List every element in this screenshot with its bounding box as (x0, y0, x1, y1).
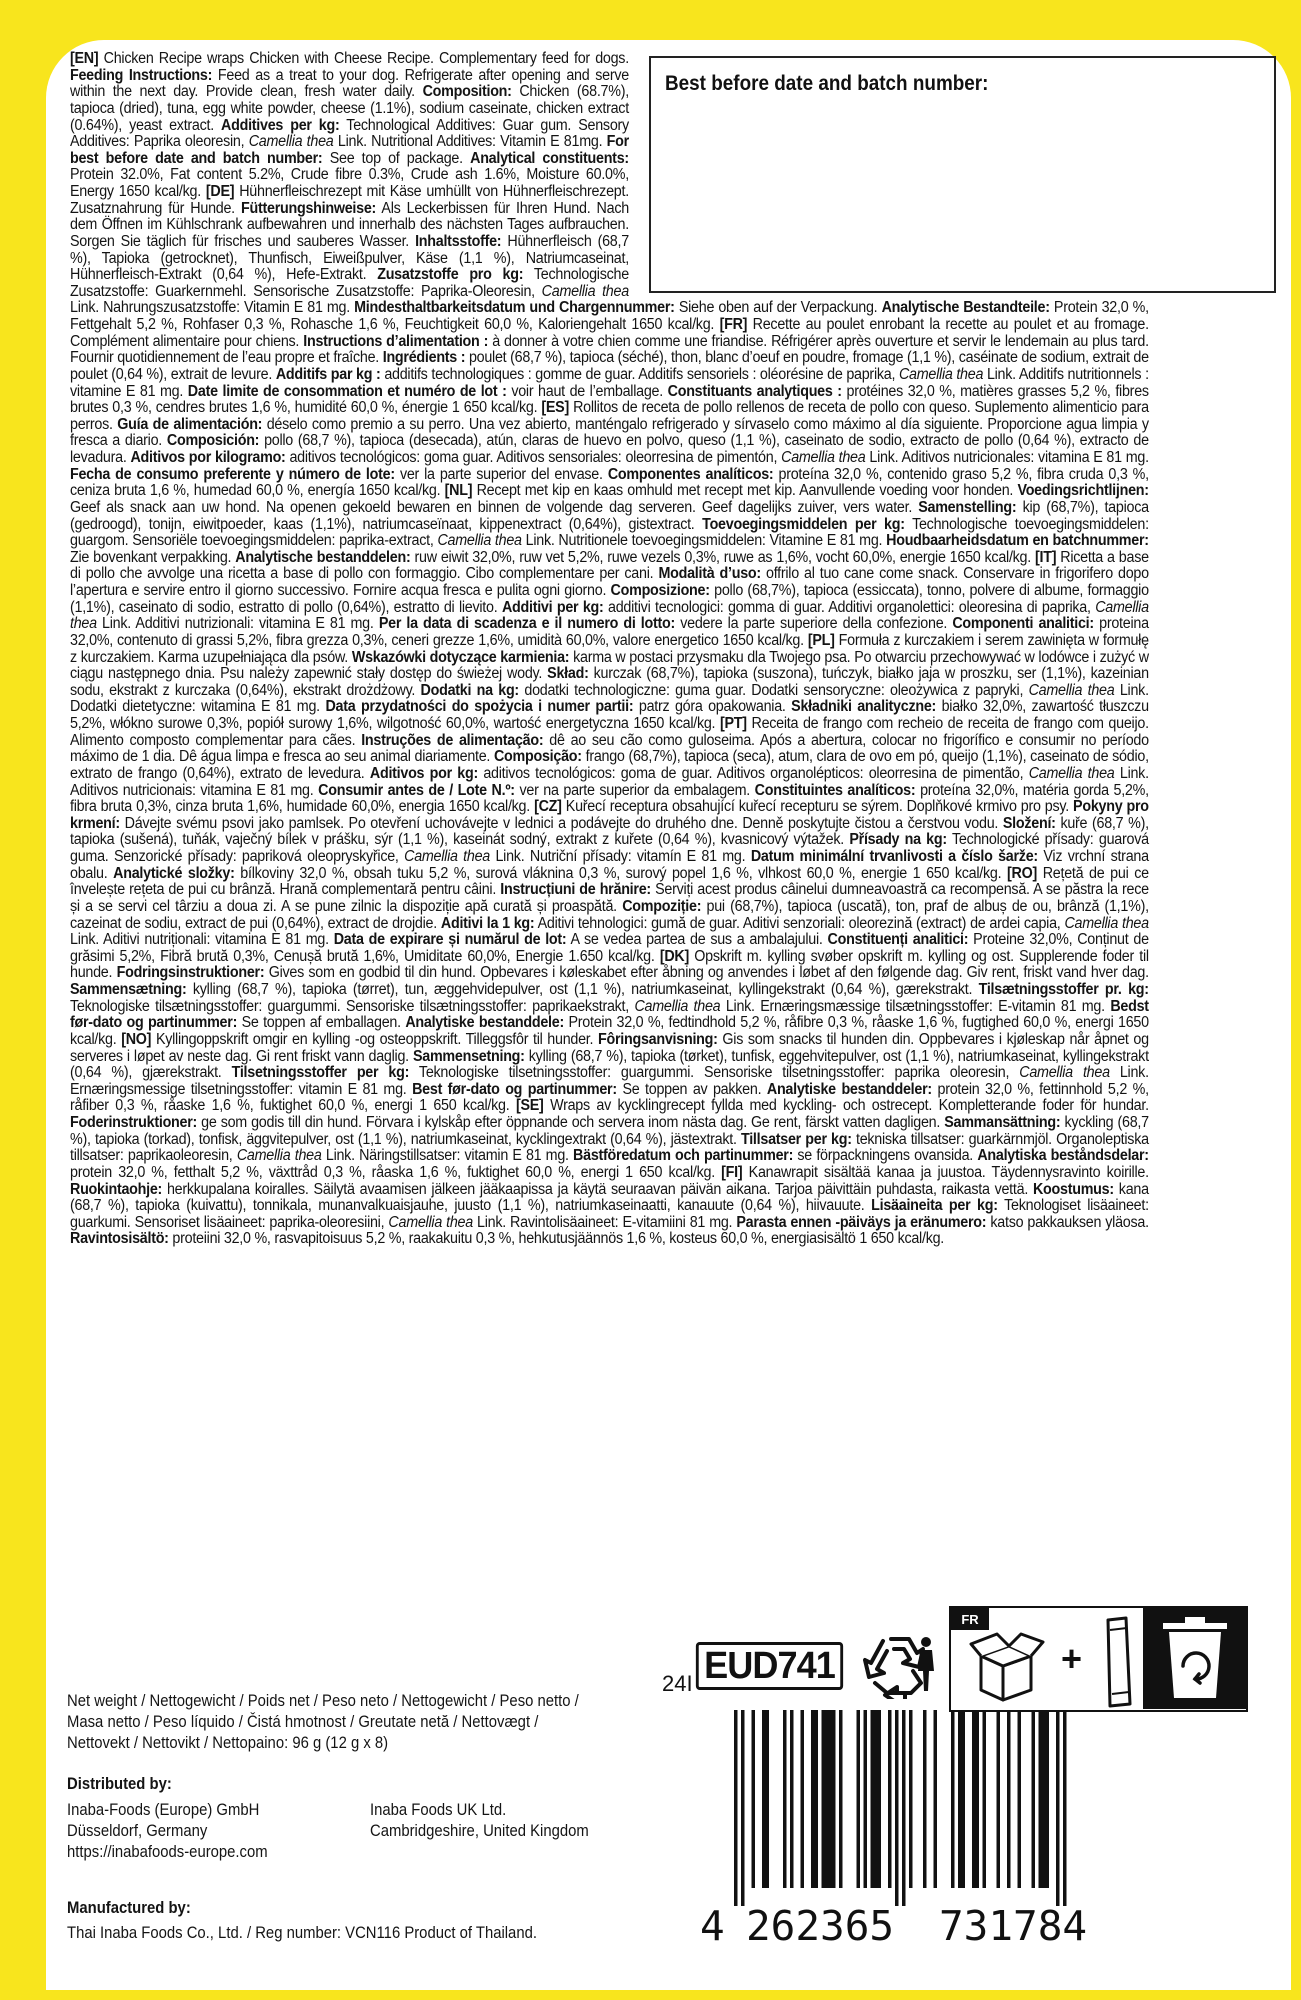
section-heading: Analytische bestanddelen: (235, 548, 411, 566)
body-text: aditivos tecnológicos: goma guar. Aditivos sensoriales: oleorresina de pimentón, (285, 449, 782, 466)
barcode-bar (1039, 1710, 1043, 1888)
body-text: Protein 32.0%, Fat content 5.2%, Crude fibre 0.3%, Crude ash 1.6%, Moisture 60.0%, Energy 1650 kcal/kg. (70, 166, 629, 200)
body-text: Gives som en godbid til din hund. Opbevares i køleskabet efter åbning og anvendes i løbet af den følgende dag. Giv rent, friskt vand hver dag. (264, 964, 1149, 982)
body-text: tekniska tillsatser: guarkärnmjöl. Organoleptiska tillsatser: paprikaoleoresin, (70, 1130, 1149, 1165)
body-text: białko 32,0%, zawartość tłuszczu 5,2%, włókno surowe 0,3%, popiół surowy 1,6%, wilgotność 60,0%, wartość energetyczna 1650 kcal/kg. (70, 698, 1149, 732)
sachet-icon (1096, 1616, 1136, 1708)
body-text: Recept met kip en kaas omhuld met recept met kip. Aanvullende voeding voor honden. (472, 482, 1018, 500)
body-text: Teknologiset lisäaineet: guarkumi. Sensoriset lisäaineet: paprika-oleoresiini, (70, 1197, 1149, 1231)
body-text: Ricetta a base di pollo che avvolge una ricetta a base di pollo con formaggio. Cibo complementare per cani. (70, 548, 1149, 583)
body-text: Viz vrchní strana obalu. (70, 848, 1149, 882)
section-heading: Fütterungshinweise: (241, 199, 377, 217)
body-text: Kyllingoppskrift omgir en kylling -og osteoppskrift. Tilleggsfôr til hunder. (151, 1030, 599, 1048)
body-text: Link. Dodatki dietetyczne: witamina E 81 mg. (70, 681, 1149, 716)
section-heading: [RO] (1007, 864, 1038, 882)
species-name: Camellia thea (1064, 914, 1149, 932)
recycling-bin-icon (1143, 1608, 1246, 1709)
body-text: frango (68,7%), tapioca (seca), atum, clara de ovo em pó, queijo (1,1%), caseinato de sódio, extrato de frango (0,64%), extrato de levedura. (70, 748, 1149, 782)
body-text: ge som godis till din hund. Förvara i kylskåp efter öppnande och servera inom nästa dag. Ge rent, färskt vatten dagligen. (197, 1114, 945, 1131)
barcode-bar (888, 1710, 892, 1888)
section-heading: Composición: (166, 432, 260, 450)
body-text: Chicken Recipe wraps Chicken with Cheese Recipe. Complementary feed for dogs. (98, 50, 629, 67)
body-text: Kuřecí receptura obsahující kuřecí recepturu se sýrem. Doplňkové krmivo pro psy. (561, 798, 1074, 816)
section-heading: Aditivos por kilogramo: (130, 449, 286, 466)
body-text: Recette au poulet enrobant la recette au poulet et au fromage. Complément alimentaire pour chiens. (70, 316, 1149, 350)
section-heading: For best before date and batch number: (70, 133, 629, 167)
barcode-bar (951, 1710, 955, 1888)
body-text: Serviți acest produs câinelui dumneavoastră ca recompensă. A se păstra la rece și a se servi cel târziu a doua zi. A se pune zilnic la dispoziție apă curată și proaspătă. (70, 881, 1149, 915)
body-text: Zie bovenkant verpakking. (70, 548, 236, 566)
section-heading: Sammensetning: (412, 1047, 525, 1065)
barcode-bar (815, 1710, 819, 1888)
body-text: Technologické přísady: guarová guma. Senzorické přísady: papriková oleopryskyřice, (70, 831, 1149, 865)
barcode-bar (972, 1710, 976, 1888)
body-text: additifs technologiques : gomme de guar. Additifs sensoriels : oléorésine de paprika, (380, 365, 899, 383)
species-name: Camellia thea (1028, 681, 1115, 699)
section-heading: Instructions d’alimentation : (303, 332, 489, 350)
section-heading: Guía de alimentación: (117, 415, 263, 433)
body-text: protein 32,0 %, fetthalt 5,2 %, växttråd 0,3 %, råaska 1,6 %, fuktighet 60,0 %, energi 1 650 kcal/kg. (70, 1163, 722, 1181)
body-text: Link. Näringstillsatser: vitamin E 81 mg. (321, 1147, 574, 1165)
body-text: offrilo al tuo cane come snack. Conservare in frigorifero dopo l’apertura e servire entro il giorno successivo. Fornire acqua fresca e pulita ogni giorno. (70, 565, 1149, 599)
body-text: Teknologiske tilsetningsstoffer: guargummi. Sensoriske tilsetningsstoffer: paprika oleoresin, (409, 1064, 1020, 1082)
body-text: Protein 32,0 %, fedtindhold 5,2 %, råfibre 0,3 %, råaske 1,6 %, fugtighed 60,0 %, energi 1650 kcal/kg. (70, 1014, 1149, 1048)
body-text: Rollitos de receta de pollo rellenos de receta de pollo con queso. Suplemento alimenticio para perros. (70, 399, 1149, 433)
section-heading: Inhaltsstoffe: (415, 232, 502, 250)
body-text: Se toppen af emballagen. (237, 1014, 406, 1032)
body-text: dê ao seu cão como guloseima. Após a abertura, colocar no frigorífico e consumir no período máximo de 1 dia. Dê água limpa e fresca ao seu animal diariamente. (70, 731, 1149, 766)
section-heading: Parasta ennen -päiväys ja eränumero: (736, 1213, 987, 1231)
body-text: Proteine 32,0%, Conținut de grăsimi 5,2%, Fibră brută 0,3%, Cenușă brută 1,6%, Umiditate 60,0%, Energie 1.650 kcal/kg. (70, 931, 1149, 965)
body-text: proteiini 32,0 %, rasvapitoisuus 5,2 %, raakakuitu 0,3 %, hehkutusjäännös 1,6 %, kosteus 60,0 %, energiasisältö 1 650 kcal/kg. (168, 1230, 945, 1248)
body-text: Link. Additivi nutrizionali: vitamina E 81 mg. (96, 615, 379, 633)
section-heading: Datum minimální trvanlivosti a číslo šarže: (750, 848, 1038, 865)
distributor-uk-line: Cambridgeshire, United Kingdom (370, 1822, 589, 1840)
body-text: kuře (68,7 %), tapioka (sušená), tuňák, vaječný bílek v prášku, sýr (1,1 %), kaseinát sodný, extrakt z kuřete (0,64 %), kvasnicový výtažek. (70, 814, 1149, 849)
species-name: Camellia thea (388, 1213, 473, 1231)
barcode-digits-left: 262365 (746, 1902, 895, 1950)
section-heading: Ingrédients : (382, 349, 466, 367)
body-text: Technological Additives: Guar gum. Sensory Additives: Paprika oleoresin, (70, 116, 629, 151)
body-text: Kanawrapit sisältää kanaa ja juustoa. Täydennysravinto koirille. (742, 1163, 1149, 1181)
body-text: Als Leckerbissen für Ihren Hund. Nach dem Öffnen im Kühlschrank aufbewahren und innerhalb des nächsten Tages aufbrauchen. Sorgen Sie täglich für frisches und sauberes Wasser. (70, 199, 629, 250)
body-text: A se vedea partea de sus a ambalajului. (566, 931, 828, 949)
body-text: Link. Aditivos nutricionales: vitamina E 81 mg. (865, 449, 1149, 466)
body-text: Siehe oben auf der Verpackung. (674, 299, 882, 317)
barcode-bar (790, 1710, 794, 1888)
best-before-box (649, 56, 1276, 293)
species-name: Camellia thea (1019, 1064, 1110, 1082)
barcode-bar (741, 1710, 745, 1906)
triman-recycling-icon (857, 1633, 939, 1704)
section-heading: Consumir antes de / Lote N.º: (318, 781, 515, 799)
body-text: Link. Ravintolisäaineet: E-vitamiini 81 mg. (472, 1213, 737, 1231)
barcode-digit-first: 4 (700, 1902, 725, 1950)
barcode-bar (825, 1710, 829, 1888)
section-heading: [FI] (721, 1163, 743, 1181)
body-text: à donner à votre chien comme une friandise. Réfrigérer après ouverture et servir le lendemain au plus tard. Fournir quotidiennement de l’eau propre et fraîche. (70, 332, 1149, 367)
barcode-bar (874, 1710, 878, 1888)
barcode-bar (878, 1710, 882, 1888)
section-heading: Best før-dato og partinummer: (412, 1080, 617, 1098)
section-heading: Feeding Instructions: (70, 66, 213, 84)
barcode-bar (857, 1710, 861, 1888)
barcode-bar (902, 1710, 906, 1906)
barcode-bar (895, 1710, 899, 1906)
body-text: pollo (68,7 %), tapioca (desecada), atún, claras de huevo en polvo, queso (1,1 %), caseinato de sodio, extracto de pollo (0,64 %), extracto de levadura. (70, 432, 1149, 466)
section-heading: Sammansättning: (944, 1114, 1061, 1131)
section-heading: [ES] (541, 399, 569, 417)
body-text: Link. Ernæringsmessige tilsetningsstoffer: vitamin E 81 mg. (70, 1064, 1149, 1098)
distributor-eu-website: https://inabafoods-europe.com (67, 1843, 268, 1861)
barcode-bar (1056, 1710, 1060, 1906)
section-heading: Přísady na kg: (849, 831, 947, 849)
section-heading: Aditivos por kg: (369, 764, 478, 782)
section-heading: [NL] (444, 482, 473, 500)
section-heading: [NO] (121, 1030, 152, 1048)
section-heading: Date limite de consommation et numéro de lot : (187, 382, 507, 400)
body-text: aditivos tecnológicos: goma de guar. Aditivos organolépticos: oleorresina de pimentão, (477, 764, 1029, 782)
body-text: Link. Nutriční přísady: vitamín E 81 mg. (490, 848, 751, 865)
body-text: karma w postaci przysmaku dla Twojego psa. Po otwarciu przechowywać w lodówce i zużyć w ciągu następnego dnia. Psu należy zapewnić stały dostęp do świeżej wody. (70, 648, 1149, 683)
section-heading: Data de expirare și numărul de lot: (333, 931, 567, 949)
body-text: se förpackningens ovansida. (793, 1147, 978, 1165)
barcode-bar (909, 1710, 913, 1888)
body-text: Geef als snack aan uw hond. Na openen gekoeld bewaren en binnen de volgende dag serveren. Geef dagelijks zuiver, vers water. (70, 498, 919, 516)
distributor-uk-line: Inaba Foods UK Ltd. (370, 1801, 507, 1819)
species-name: Camellia thea (70, 598, 1149, 633)
count-label: 24I (662, 1671, 693, 1696)
section-heading: Additifs par kg : (275, 365, 381, 383)
section-heading: Sammensætning: (70, 981, 187, 998)
body-text: Link. Nutritionele toevoegingsmiddelen: Vitamine E 81 mg. (521, 532, 887, 550)
barcode (698, 1710, 1098, 1910)
section-heading: Instruções de alimentação: (361, 731, 544, 749)
manufacturer-title: Manufactured by: (67, 1899, 191, 1917)
fr-country-tag: FR (951, 1608, 989, 1630)
body-text: kylling (68,7 %), tapioka (tørket), tunfisk, eggehvitepulver, ost (1,1 %), natriumkaseinat, kyllingekstrakt (0,64 %), gjærekstrakt. (70, 1047, 1149, 1082)
body-text: ver la parte superior del envase. (394, 465, 608, 483)
body-text: Rețetă de pui ce învelește rețeta de pui cu brânză. Hrană complementară pentru câini. (70, 864, 1149, 899)
body-text: See top of package. (322, 149, 471, 167)
section-heading: Analytiske bestanddele: (405, 1014, 564, 1032)
section-heading: [DE] (205, 183, 235, 200)
body-text: Wraps av kycklingrecept fyllda med kyckling- och ostrecept. Kompletterande foder för hundar. (543, 1097, 1149, 1115)
section-heading: Mindesthaltbarkeitsdatum und Chargennummer: (354, 299, 675, 317)
body-text: Link. Aditivos nutricionais: vitamina E 81 mg. (70, 764, 1149, 799)
barcode-bar (752, 1710, 756, 1888)
species-name: Camellia thea (634, 997, 721, 1015)
barcode-bar (762, 1710, 766, 1888)
section-heading: Composição: (493, 748, 582, 766)
section-heading: [SE] (515, 1097, 544, 1115)
body-text: ruw eiwit 32,0%, ruw vet 5,2%, ruwe vezels 0,3%, ruwe as 1,6%, vocht 60,0%, energie 1650 kcal/kg. (410, 548, 1036, 566)
species-name: Camellia thea (236, 1147, 322, 1165)
section-heading: Tillsatser per kg: (740, 1130, 852, 1148)
section-heading: Constituants analytiques : (667, 382, 842, 400)
species-name: Camellia thea (898, 365, 984, 383)
body-text: Feed as a treat to your dog. Refrigerate after opening and serve within the next day. Provide clean, fresh water daily. (70, 66, 629, 101)
body-text: kana (68,7 %), tapioka (kuivattu), tonnikala, munanvalkuaisjauhe, juusto (1,1 %), natriumkaseinaatti, kanauute (0,64 %), hiivauute. (70, 1180, 1149, 1215)
body-text: Formuła z kurczakiem i serem zawinięta w formułę z kurczakiem. Karma uzupełniająca dla psów. (70, 631, 1149, 666)
body-text: patrz góra opakowania. (633, 698, 792, 716)
body-text: Opskrift m. kylling svøber opskrift m. kylling og ost. Supplerende foder til hunde. (70, 947, 1149, 982)
section-heading: Samenstelling: (918, 498, 1017, 516)
species-name: Camellia thea (404, 848, 491, 865)
barcode-bar (1007, 1710, 1011, 1888)
section-heading: Analytické složky: (113, 864, 235, 882)
distributor-eu-line: Düsseldorf, Germany (67, 1822, 208, 1840)
section-heading: [EN] (70, 50, 99, 67)
section-heading: Ruokintaohje: (70, 1180, 163, 1198)
section-heading: Analytiske bestanddeler: (766, 1080, 932, 1098)
manufacturer-text: Thai Inaba Foods Co., Ltd. / Reg number: VCN116 Product of Thailand. (67, 1924, 537, 1942)
body-text: Receita de frango com recheio de receita de frango com queijo. Alimento composto complementar para cães. (70, 715, 1149, 749)
body-text: Link. Ernæringsmæssige tilsætningsstoffer: E-vitamin 81 mg. (720, 997, 1111, 1015)
section-heading: Instrucțiuni de hrănire: (500, 881, 651, 899)
body-text: Technologische Zusatzstoffe: Guarkernmehl. Sensorische Zusatzstoffe: Paprika-Oleoresin, (70, 266, 629, 300)
section-heading: Constituenți analitici: (827, 931, 969, 949)
body-text: pollo (68,7%), tapioca (essiccata), tonno, polvere di albume, formaggio (1,1%), caseinato di sodio, estratto di pollo (0,64%), estratto di lievito. (70, 582, 1149, 616)
body-text: kip (68,7%), tapioca (gedroogd), tonijn, eiwitpoeder, kaas (1,1%), natriumcaseïnaat, kippenextract (0,64%), gistextract. (70, 498, 1149, 533)
body-text: bílkoviny 32,0 %, obsah tuku 5,2 %, surová vláknina 0,3 %, surový popel 1,6 %, vlhkost 60,0 %, energie 1 650 kcal/kg. (234, 864, 1008, 882)
section-heading: Per la data di scadenza e il numero di lotto: (378, 615, 675, 633)
section-heading: [PT] (719, 715, 747, 732)
body-text: pui (68,7%), tapioca (uscată), ton, praf de albuș de ou, brânză (1,1%), cazeinat de sodiu, extract de pui (0,64%), extract de drojdie. (70, 897, 1149, 932)
section-heading: Componenti analitici: (952, 615, 1094, 633)
barcode-bar (822, 1710, 826, 1888)
net-weight-text: Net weight / Nettogewicht / Poids net / Peso neto / Nettogewicht / Peso netto / Masa netto / Peso líquido / Čistá hmotnost / Greutate netă / Nettovægt / Nettovekt / Nettovikt / Nettopaino: 96 g (12 g x 8) (67, 1692, 579, 1752)
barcode-bar (801, 1710, 805, 1888)
body-text: vedere la parte superiore della confezione. (674, 615, 953, 633)
section-heading: Wskazówki dotyczące karmienia: (351, 648, 570, 666)
section-heading: Koostumus: (1032, 1180, 1114, 1198)
barcode-bar (1032, 1710, 1036, 1888)
section-heading: Additives per kg: (221, 116, 340, 134)
body-text: Technologische toevoegingsmiddelen: guargom. Sensoriële toevoegingsmiddelen: paprika-extract, (70, 515, 1149, 550)
body-text: Gis som snacks til hunden din. Oppbevares i kjøleskap når åpnet og serveres i løpet av neste dag. Gi rent friskt vann daglig. (70, 1030, 1149, 1065)
body-text: poulet (68,7 %), tapioca (séché), thon, blanc d’oeuf en poudre, fromage (1,1 %), caséinate de sodium, extrait de poulet (0,64 %), extrait de levure. (70, 349, 1149, 383)
plus-sign: + (1061, 1638, 1083, 1679)
section-heading: Zusatzstoffe pro kg: (377, 266, 524, 284)
barcode-bar (811, 1710, 815, 1888)
eud-code-box: EUD741 (696, 1642, 843, 1690)
section-heading: Analytical constituents: (470, 149, 629, 167)
section-heading: Analytische Bestandteile: (881, 299, 1050, 317)
barcode-bar (871, 1710, 875, 1888)
barcode-bar (766, 1710, 770, 1888)
section-heading: Tilsætningsstoffer pr. kg: (978, 981, 1149, 998)
section-heading: Composition: (422, 83, 512, 101)
section-heading: Fecha de consumo preferente y número de lote: (70, 465, 395, 483)
section-heading: Dodatki na kg: (420, 681, 519, 699)
box-icon (969, 1626, 1051, 1706)
body-text: Teknologiske tilsætningsstoffer: guargummi. Sensoriske tilsætningsstoffer: paprikaekstrakt, (70, 997, 635, 1015)
body-text: kurczak (68,7%), tapioka (suszona), tuńczyk, białko jaja w proszku, ser (1,1%), kazeinian sodu, ekstrakt z kurczaka (0,64%), ekstrakt drożdżowy. (70, 665, 1149, 699)
barcode-bar (829, 1710, 833, 1888)
section-heading: Composizione: (610, 582, 710, 599)
section-heading: [FR] (719, 316, 748, 333)
best-before-label: Best before date and batch number: (665, 72, 989, 95)
section-heading: Toevoegingsmiddelen per kg: (702, 515, 905, 533)
body-text: proteína 32,0 %, contenido graso 5,2 %, fibra cruda 0,3 %, ceniza bruta 1,6 %, humedad 60,0 %, energía 1650 kcal/kg. (70, 465, 1149, 500)
body-text: kylling (68,7 %), tapioka (tørret), tun, æggehvidepulver, ost (1,1 %), natriumkaseinat, kyllingekstrakt (0,64 %), gærekstrakt. (186, 981, 979, 998)
section-heading: [CZ] (534, 798, 562, 816)
section-heading: Bedst før-dato og partinummer: (70, 997, 1149, 1032)
body-text: katso pakkauksen yläosa. (986, 1213, 1149, 1231)
body-text: voir haut de l’emballage. (506, 382, 668, 400)
body-text: additivi tecnologici: gomma di guar. Additivi organolettici: oleoresina di paprika, (603, 598, 1096, 616)
body-text: Link. Nahrungszusatzstoffe: Vitamin E 81 mg. (70, 299, 355, 317)
section-heading: Data przydatności do spożycia i numer partii: (325, 698, 634, 716)
section-heading: Houdbaarheidsdatum en batchnummer: (886, 532, 1149, 550)
distributor-uk-address (370, 1800, 589, 1842)
barcode-bar (1042, 1710, 1046, 1888)
fr-sorting-info-box (949, 1606, 1248, 1712)
section-heading: Fôringsanvisning: (598, 1030, 718, 1048)
section-heading: Compoziție: (622, 897, 702, 915)
barcode-bar (962, 1710, 966, 1888)
section-heading: Ravintosisältö: (70, 1230, 169, 1248)
body-text: Aditivi tehnologici: gumă de guar. Aditivi senzoriali: oleorezină (extract) de ardei capia, (534, 914, 1065, 932)
barcode-bar (958, 1710, 962, 1888)
barcode-digits-right: 731784 (939, 1902, 1088, 1950)
section-heading: [DK] (659, 947, 690, 965)
body-text: proteína 32,0%, matéria gorda 5,2%, fibra bruta 0,3%, cinza bruta 1,6%, humidade 60,0%, energia 1650 kcal/kg. (70, 781, 1149, 816)
section-heading: Voedingsrichtlijnen: (1017, 482, 1149, 500)
barcode-bar (783, 1710, 787, 1888)
section-heading: Složení: (1002, 814, 1056, 832)
section-heading: Modalità d’uso: (658, 565, 761, 583)
body-text: Link. Nutritional Additives: Vitamin E 81mg. (333, 133, 607, 151)
body-text: Chicken (68.7%), tapioca (dried), tuna, egg white powder, cheese (1.1%), sodium caseinate, chicken extract (0.64%), yeast extract. (70, 83, 629, 134)
barcode-bar (1046, 1710, 1050, 1888)
section-heading: Aditivi la 1 kg: (440, 914, 535, 932)
bin-icon-background (1143, 1608, 1246, 1709)
section-heading: [IT] (1035, 548, 1057, 566)
species-name: Camellia thea (437, 532, 522, 550)
distributor-title: Distributed by: (67, 1775, 172, 1793)
barcode-bar (1018, 1710, 1022, 1888)
barcode-bar (839, 1710, 843, 1888)
section-heading: [PL] (807, 631, 835, 649)
barcode-bar (864, 1710, 868, 1888)
barcode-bar (997, 1710, 1001, 1888)
body-text: herkkupalana koiralles. Säilytä avaamisen jälkeen jääkaapissa ja käytä seuraavan päivän aikana. Tarjoa päivittäin puhdasta, raikasta vettä. (162, 1180, 1033, 1198)
species-name: Camellia thea (781, 449, 866, 466)
section-heading: Pokyny pro krmení: (70, 798, 1149, 832)
section-heading: Additivi per kg: (501, 598, 604, 616)
body-text: proteina 32,0%, contenuto di grassi 5,2%, fibra grezza 0,3%, ceneri grezze 1,6%, umidità 60,0%, valore energetico 1650 kcal/kg. (70, 615, 1149, 649)
section-heading: Skład: (547, 665, 589, 683)
body-text: protein 32,0 %, fettinnhold 5,2 %, råfiber 0,3 %, råaske 1,6 %, fuktighet 60,0 %, energi 1 650 kcal/kg. (70, 1080, 1149, 1115)
barcode-bar (934, 1710, 938, 1888)
barcode-bar (734, 1710, 738, 1906)
distributor-eu-line: Inaba-Foods (Europe) GmbH (67, 1801, 260, 1819)
body-text: dodatki technologiczne: guma guar. Dodatki sensoryczne: oleożywica z papryki, (518, 681, 1029, 699)
body-text: kyckling (68,7 %), tapioka (torkad), tonfisk, äggvitepulver, ost (1,1 %), natriumkaseinat, kycklingextrakt (0,64 %), jästextrakt. (70, 1114, 1149, 1148)
species-name: Camellia thea (541, 282, 629, 300)
section-heading: Składniki analityczne: (791, 698, 937, 716)
barcode-bar (1063, 1710, 1067, 1906)
body-text: Protein 32,0 %, Fettgehalt 5,2 %, Rohfaser 0,3 %, Rohasche 1,6 %, Feuchtigkeit 60,0 %, Kaloriengehalt 1650 kcal/kg. (70, 299, 1149, 333)
distributor-eu-address (67, 1800, 268, 1863)
species-name: Camellia thea (1028, 764, 1115, 782)
body-text: Link. Aditivi nutriționali: vitamina E 81 mg. (70, 931, 334, 949)
body-text: Hühnerfleisch (68,7 %), Tapioka (getrocknet), Thunfisch, Eiweißpulver, Käse (1,1 %), Natriumcaseinat, Hühnerfleisch-Extrakt (0,64 %), Hefe-Extrakt. (70, 232, 629, 284)
barcode-bar (976, 1710, 980, 1888)
body-text: déselo como premio a su perro. Una vez abierto, manténgalo refrigerado y sírvaselo como máximo al día siguiente. Proporcione agua limpia y fresca a diario. (70, 415, 1149, 450)
body-text: Link. Additifs nutritionnels : vitamine E 81 mg. (70, 365, 1149, 400)
section-heading: Analytiska beståndsdelar: (977, 1147, 1149, 1165)
barcode-bar (983, 1710, 987, 1888)
section-heading: Bästföredatum och partinummer: (573, 1147, 794, 1165)
barcode-bar (923, 1710, 927, 1888)
species-name: Camellia thea (248, 133, 334, 151)
section-heading: Componentes analíticos: (607, 465, 774, 483)
body-text: Dávejte svému psovi jako pamlsek. Po otevření uchovávejte v lednici a podávejte do druhého dne. Denně poskytujte čistou a čerstvou vodu. (119, 814, 1003, 832)
body-text: ver na parte superior da embalagem. (514, 781, 755, 799)
barcode-bar (832, 1710, 836, 1888)
section-heading: Lisäaineita per kg: (871, 1197, 998, 1215)
section-heading: Fodringsinstruktioner: (116, 964, 265, 982)
body-text: Se toppen av pakken. (616, 1080, 767, 1098)
section-heading: Tilsetningsstoffer per kg: (231, 1064, 410, 1082)
section-heading: Constituintes analíticos: (754, 781, 916, 799)
body-text: protéines 32,0 %, matières grasses 5,2 %, fibres brutes 0,3 %, cendres brutes 1,6 %, humidité 60,0 %, énergie 1 650 kcal/kg. (70, 382, 1149, 417)
section-heading: Foderinstruktioner: (70, 1114, 198, 1131)
body-text: Hühnerfleischrezept mit Käse umhüllt von Hühnerfleischrezept. Zusatznahrung für Hunde. (70, 183, 629, 217)
